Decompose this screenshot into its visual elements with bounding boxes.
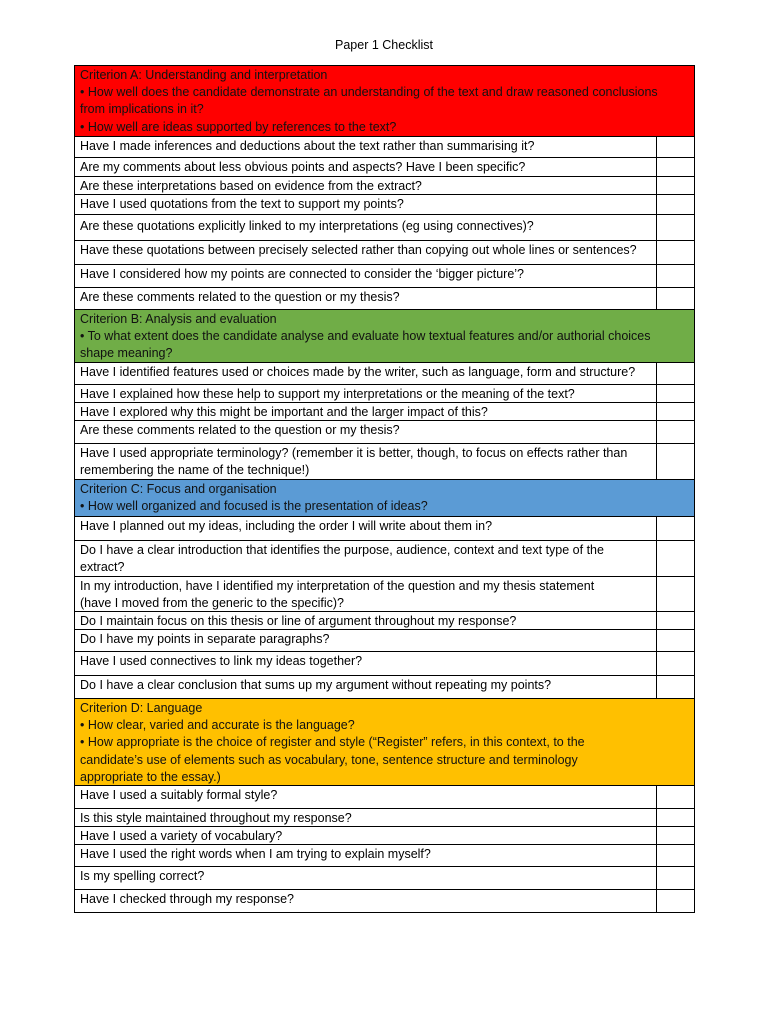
checklist-question: Have I used the right words when I am trying to explain myself? [75, 845, 657, 866]
checklist-question: In my introduction, have I identified my interpretation of the question and my thesis statement (have I moved from the generic to the specific)? [75, 577, 657, 611]
checkbox-cell [657, 158, 694, 176]
checkbox-cell [657, 612, 694, 629]
checklist-question: Have I explained how these help to support my interpretations or the meaning of the text? [75, 385, 657, 402]
checklist-row [75, 867, 694, 890]
checkbox-cell [657, 288, 694, 309]
criterion-heading: Criterion D: Language [80, 701, 203, 715]
checklist-row [75, 195, 694, 215]
checklist-row [75, 676, 694, 699]
criterion-a-header-cell [75, 66, 694, 136]
criterion-b-header-cell [75, 310, 694, 362]
checklist-question: Are these comments related to the question or my thesis? [75, 288, 657, 309]
criterion-c-header-cell [75, 480, 694, 516]
checklist-row [75, 177, 694, 195]
checklist-question: Do I have a clear introduction that identifies the purpose, audience, context and text type of the extract? [75, 541, 657, 576]
checkbox-cell [657, 541, 694, 576]
checklist-row [75, 137, 694, 158]
criterion-heading: Criterion A: Understanding and interpretation [80, 68, 328, 82]
checklist-question: Have I used appropriate terminology? (remember it is better, though, to focus on effects rather than remembering the name of the technique!) [75, 444, 657, 479]
checklist-row [75, 652, 694, 676]
checklist-question: Have I used quotations from the text to support my points? [75, 195, 657, 214]
checklist-question: Have I planned out my ideas, including the order I will write about them in? [75, 517, 657, 540]
checkbox-cell [657, 195, 694, 214]
checklist-row [75, 809, 694, 827]
checkbox-cell [657, 385, 694, 402]
checklist-question: Are my comments about less obvious points and aspects? Have I been specific? [75, 158, 657, 176]
criterion-c-header-row [75, 480, 694, 517]
checklist-question: Have I checked through my response? [75, 890, 657, 912]
criterion-descriptor: • How clear, varied and accurate is the language? [80, 718, 355, 733]
checklist-row [75, 517, 694, 541]
checkbox-cell [657, 265, 694, 287]
checkbox-cell [657, 845, 694, 866]
checkbox-cell [657, 630, 694, 651]
criterion-descriptor: • How well are ideas supported by references to the text? [80, 119, 397, 134]
checkbox-cell [657, 403, 694, 420]
checklist-question: Do I maintain focus on this thesis or line of argument throughout my response? [75, 612, 657, 629]
checklist-row [75, 577, 694, 612]
checkbox-cell [657, 652, 694, 675]
checkbox-cell [657, 676, 694, 698]
checkbox-cell [657, 444, 694, 479]
criterion-descriptor: • How well does the candidate demonstrate an understanding of the text and draw reasoned conclusions from implications in it? [80, 85, 658, 117]
checklist-question: Have I used connectives to link my ideas together? [75, 652, 657, 675]
criterion-descriptor: • How appropriate is the choice of register and style (“Register” refers, in this context, to the candidate’s use of elements such as vocabulary, tone, sentence structure and terminology appropriate to the essay.) [80, 735, 585, 784]
checkbox-cell [657, 177, 694, 194]
checkbox-cell [657, 363, 694, 384]
page-title: Paper 1 Checklist [335, 38, 433, 52]
checklist-question: Are these interpretations based on evidence from the extract? [75, 177, 657, 194]
checkbox-cell [657, 827, 694, 844]
checklist-row [75, 215, 694, 241]
checklist-row [75, 265, 694, 288]
checkbox-cell [657, 890, 694, 912]
checklist-row [75, 630, 694, 652]
checklist-row [75, 288, 694, 310]
checkbox-cell [657, 215, 694, 240]
checklist-question: Have these quotations between precisely selected rather than copying out whole lines or sentences? [75, 241, 657, 264]
checklist-row [75, 541, 694, 577]
checkbox-cell [657, 867, 694, 889]
checklist-table [74, 65, 695, 913]
checklist-row [75, 403, 694, 421]
criterion-d-header-row [75, 699, 694, 786]
checklist-question: Have I used a suitably formal style? [75, 786, 657, 808]
checklist-question: Are these comments related to the question or my thesis? [75, 421, 657, 443]
checkbox-cell [657, 577, 694, 611]
criterion-descriptor: • To what extent does the candidate analyse and evaluate how textual features and/or authorial choices shape meaning? [80, 329, 651, 361]
checklist-question: Do I have my points in separate paragraphs? [75, 630, 657, 651]
checkbox-cell [657, 517, 694, 540]
checklist-row [75, 827, 694, 845]
checklist-question: Is my spelling correct? [75, 867, 657, 889]
criterion-heading: Criterion B: Analysis and evaluation [80, 312, 277, 326]
checkbox-cell [657, 137, 694, 157]
checklist-question: Have I used a variety of vocabulary? [75, 827, 657, 844]
checklist-question: Is this style maintained throughout my response? [75, 809, 657, 826]
checkbox-cell [657, 421, 694, 443]
criterion-descriptor: • How well organized and focused is the presentation of ideas? [80, 499, 428, 514]
checklist-row [75, 890, 694, 913]
checklist-row [75, 786, 694, 809]
checklist-row [75, 845, 694, 867]
criterion-d-header-cell [75, 699, 694, 785]
checklist-question: Have I made inferences and deductions about the text rather than summarising it? [75, 137, 657, 157]
checklist-row [75, 385, 694, 403]
checklist-question: Are these quotations explicitly linked to my interpretations (eg using connectives)? [75, 215, 657, 240]
checklist-row [75, 363, 694, 385]
checklist-question: Have I considered how my points are connected to consider the ‘bigger picture’? [75, 265, 657, 287]
checkbox-cell [657, 241, 694, 264]
checklist-row [75, 421, 694, 444]
criterion-a-header-row [75, 66, 694, 137]
checklist-row [75, 444, 694, 480]
checkbox-cell [657, 809, 694, 826]
checklist-question: Have I identified features used or choices made by the writer, such as language, form and structure? [75, 363, 657, 384]
criterion-heading: Criterion C: Focus and organisation [80, 482, 277, 496]
checklist-row [75, 158, 694, 177]
checklist-row [75, 241, 694, 265]
checklist-question: Have I explored why this might be important and the larger impact of this? [75, 403, 657, 420]
checkbox-cell [657, 786, 694, 808]
checklist-question: Do I have a clear conclusion that sums up my argument without repeating my points? [75, 676, 657, 698]
checklist-row [75, 612, 694, 630]
criterion-b-header-row [75, 310, 694, 363]
